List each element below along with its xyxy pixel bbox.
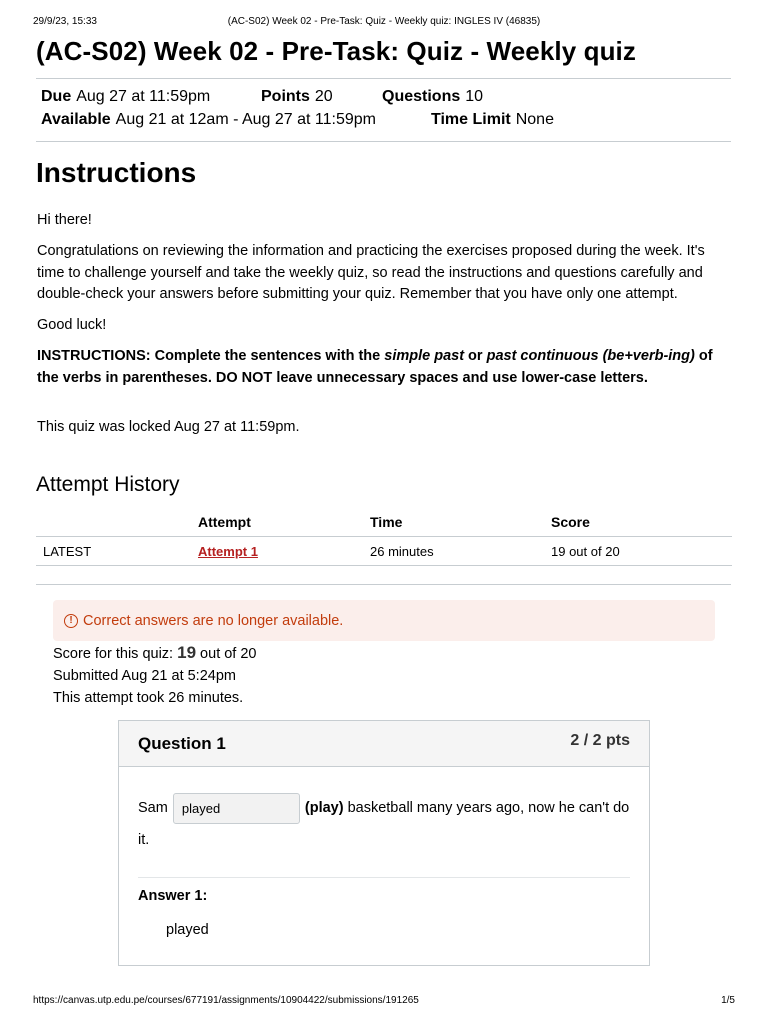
rule-or: or	[464, 348, 487, 364]
score-value: 19	[177, 643, 197, 662]
quiz-due	[41, 88, 210, 106]
rule-prefix: INSTRUCTIONS: Complete the sentences with the	[37, 348, 385, 364]
questions-value: 10	[465, 88, 484, 105]
question-text-before: Sam	[138, 800, 168, 816]
page-title: (AC-S02) Week 02 - Pre-Task: Quiz - Weekly quiz	[36, 36, 636, 66]
due-label: Due	[41, 88, 72, 105]
answer-input[interactable]: played	[173, 793, 300, 824]
questions-label: Questions	[382, 88, 461, 105]
question-points: 2 / 2 pts	[570, 732, 630, 749]
submitted-text: Submitted Aug 21 at 5:24pm	[53, 668, 236, 684]
quiz-score	[53, 643, 257, 663]
score-prefix: Score for this quiz:	[53, 646, 178, 662]
print-datetime: 29/9/23, 15:33	[33, 16, 97, 27]
attempt-duration-text: This attempt took 26 minutes.	[53, 690, 244, 706]
answer-label: Answer 1:	[138, 888, 208, 904]
good-luck-text: Good luck!	[37, 317, 107, 333]
print-page-number: 1/5	[721, 995, 735, 1006]
quiz-available	[41, 111, 376, 129]
quiz-points	[261, 88, 333, 106]
question-title: Question 1	[138, 734, 226, 753]
answer-value: played	[166, 922, 209, 938]
score-cell: 19 out of 20	[551, 537, 732, 566]
divider	[138, 877, 630, 878]
table-row	[36, 537, 732, 566]
column-header-label	[36, 508, 198, 537]
divider	[36, 141, 731, 142]
quiz-time-limit	[431, 111, 554, 129]
question-card	[118, 720, 650, 966]
print-url: https://canvas.utp.edu.pe/courses/677191/assignments/10904422/submissions/191265	[33, 995, 419, 1006]
instructions-body: Congratulations on reviewing the information and practicing the exercises proposed during the week. It's time to challenge yourself and take the weekly quiz, so read the instructions and questions carefully and double-check your answers before submitting your quiz. Remember that you have only one attempt.	[37, 243, 705, 302]
question-verb-hint: (play)	[304, 800, 344, 816]
points-label: Points	[261, 88, 310, 105]
rule-italic-past-continuous: past continuous (be+verb-ing)	[486, 348, 695, 364]
instructions-rule	[37, 346, 732, 389]
attempt-cell	[198, 537, 370, 566]
warning-circle-icon: !	[64, 614, 78, 628]
column-header-time: Time	[370, 508, 551, 537]
alert-text: Correct answers are no longer available.	[83, 612, 344, 629]
question-text-after: basketball many years ago, now he can't do it.	[138, 800, 630, 848]
instructions-heading: Instructions	[36, 157, 197, 188]
points-value: 20	[314, 88, 333, 105]
time-cell: 26 minutes	[370, 537, 551, 566]
question-header	[119, 721, 649, 767]
quiz-questions	[382, 88, 483, 106]
time-limit-value: None	[515, 111, 554, 128]
time-limit-label: Time Limit	[431, 111, 511, 128]
available-label: Available	[41, 111, 111, 128]
score-suffix: out of 20	[196, 646, 257, 662]
greeting-text: Hi there!	[37, 212, 92, 228]
answers-unavailable-alert	[53, 600, 715, 641]
divider	[36, 78, 731, 79]
table-header-row	[36, 508, 732, 537]
rule-italic-simple-past: simple past	[384, 348, 465, 364]
divider	[36, 584, 731, 585]
column-header-score: Score	[551, 508, 732, 537]
attempt-link[interactable]: Attempt 1	[198, 543, 258, 559]
available-value: Aug 21 at 12am - Aug 27 at 11:59pm	[115, 111, 376, 128]
row-label: LATEST	[36, 537, 198, 566]
rule-suffix: of the verbs in parentheses. DO NOT leave unnecessary spaces and use lower-case letters.	[37, 348, 713, 386]
print-page-title: (AC-S02) Week 02 - Pre-Task: Quiz - Weekly quiz: INGLES IV (46835)	[227, 16, 541, 27]
column-header-attempt: Attempt	[198, 508, 370, 537]
question-text	[138, 792, 633, 856]
attempt-history-table	[36, 508, 732, 566]
due-value: Aug 27 at 11:59pm	[76, 88, 211, 105]
locked-text: This quiz was locked Aug 27 at 11:59pm.	[37, 419, 300, 435]
attempt-history-heading: Attempt History	[36, 473, 180, 496]
